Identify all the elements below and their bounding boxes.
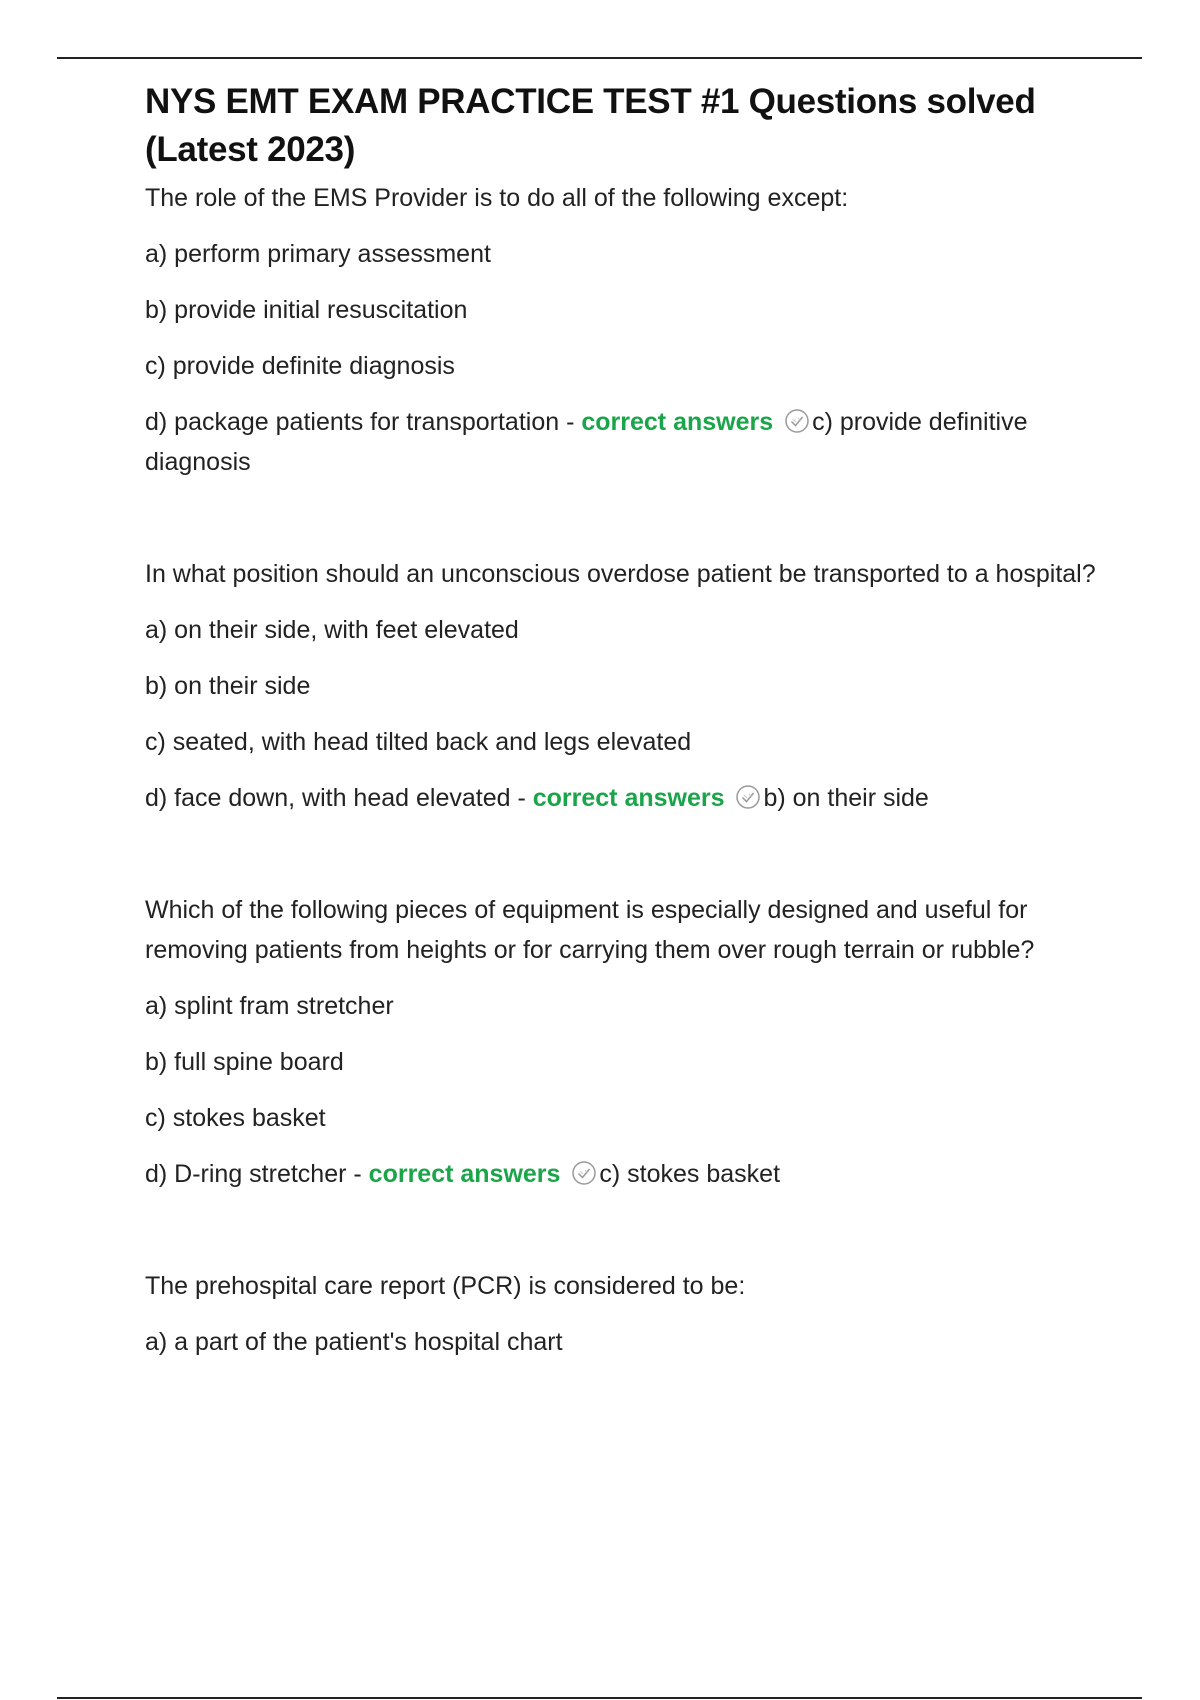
question-3 — [145, 890, 1100, 1194]
option-c: c) seated, with head tilted back and legs elevated — [145, 728, 692, 756]
option-a: a) perform primary assessment — [145, 240, 491, 268]
option-a: a) a part of the patient's hospital chart — [145, 1328, 563, 1356]
answer-label: correct answers — [368, 1160, 561, 1188]
question-text: In what position should an unconscious overdose patient be transported to a hospital? — [145, 560, 1096, 588]
spacer — [145, 1194, 1100, 1266]
answer-label: correct answers — [532, 784, 725, 812]
question-text: The prehospital care report (PCR) is considered to be: — [145, 1272, 746, 1300]
option-c: c) stokes basket — [145, 1104, 326, 1132]
question-2 — [145, 554, 1100, 818]
option-a: a) splint fram stretcher — [145, 992, 394, 1020]
option-d-with-answer — [145, 402, 1100, 482]
option-b: b) on their side — [145, 672, 311, 700]
top-rule — [57, 57, 1142, 59]
answer-text: c) provide definitive diagnosis — [145, 408, 1028, 476]
option-b: b) full spine board — [145, 1048, 344, 1076]
question-1 — [145, 178, 1100, 482]
spacer — [145, 482, 1100, 554]
document-body — [145, 78, 1100, 1362]
option-a: a) on their side, with feet elevated — [145, 616, 519, 644]
option-d: d) D-ring stretcher - — [145, 1160, 369, 1188]
answer-label: correct answers — [581, 408, 774, 436]
check-circle-icon — [571, 1160, 597, 1186]
option-d: d) package patients for transportation - — [145, 408, 582, 436]
option-d-with-answer — [145, 1154, 1100, 1194]
option-b: b) provide initial resuscitation — [145, 296, 468, 324]
question-text: The role of the EMS Provider is to do all of the following except: — [145, 184, 849, 212]
check-circle-icon — [735, 784, 761, 810]
bottom-rule — [57, 1697, 1142, 1699]
option-d-with-answer — [145, 778, 1100, 818]
option-c: c) provide definite diagnosis — [145, 352, 455, 380]
question-text: Which of the following pieces of equipment is especially designed and useful for removing patients from heights or for carrying them over rough terrain or rubble? — [145, 896, 1035, 964]
check-circle-icon — [784, 408, 810, 434]
answer-text: c) stokes basket — [599, 1160, 781, 1188]
answer-text: b) on their side — [763, 784, 929, 812]
spacer — [145, 818, 1100, 890]
question-4 — [145, 1266, 1100, 1362]
option-d: d) face down, with head elevated - — [145, 784, 533, 812]
page-title: NYS EMT EXAM PRACTICE TEST #1 Questions solved (Latest 2023) — [145, 82, 1036, 169]
